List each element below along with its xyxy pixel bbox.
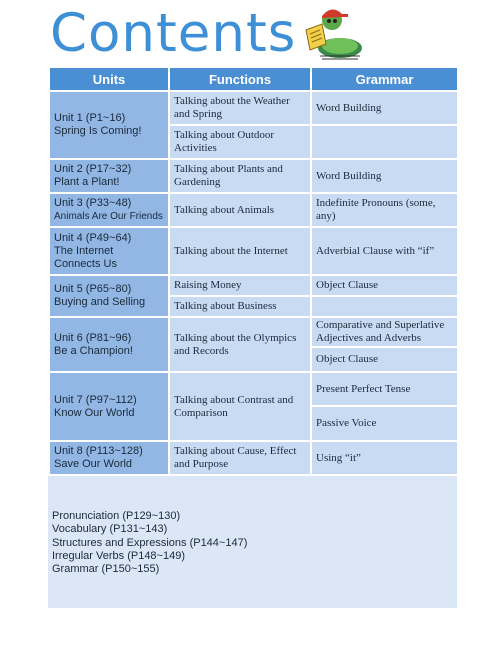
grammar-cell: Adverbial Clause with “if”: [311, 227, 458, 275]
function-cell: Talking about Cause, Effect and Purpose: [169, 441, 311, 475]
grammar-cell: Object Clause: [311, 275, 458, 296]
function-cell: Talking about Plants and Gardening: [169, 159, 311, 193]
unit-code: Unit 2 (P17~32): [54, 163, 132, 175]
unit-cell: [49, 193, 169, 227]
unit-name: Be a Champion!: [54, 344, 133, 357]
function-cell: Raising Money: [169, 275, 311, 296]
appendix-item-grammar: Grammar (P150~155): [52, 563, 160, 576]
unit-name: Plant a Plant!: [54, 176, 120, 188]
function-cell: Talking about the Olympics and Records: [169, 317, 311, 372]
grammar-cell: Word Building: [311, 91, 458, 125]
unit-name: Spring Is Coming!: [54, 125, 142, 137]
page-title: Contents: [50, 3, 297, 64]
grammar-cell: Comparative and Superlative Adjectives and Adverbs: [311, 317, 458, 347]
appendix-list: [52, 510, 247, 576]
grammar-cell: Present Perfect Tense: [311, 372, 458, 406]
unit-name: The Internet Connects Us: [54, 244, 117, 270]
grammar-cell: Object Clause: [311, 347, 458, 372]
grammar-cell: Passive Voice: [311, 406, 458, 441]
unit-name: Know Our World: [54, 406, 135, 419]
header-units: Units: [49, 67, 169, 91]
grammar-cell: Indefinite Pronouns (some, any): [311, 193, 458, 227]
grammar-cell-empty: [311, 125, 458, 159]
function-cell: Talking about the Internet: [169, 227, 311, 275]
appendix-item-pronunciation: Pronunciation (P129~130): [52, 510, 181, 522]
appendix-item-vocabulary: Vocabulary (P131~143): [52, 523, 168, 536]
unit-name: Save Our World: [54, 458, 133, 470]
unit-cell: [49, 372, 169, 441]
unit-code: Unit 8 (P113~128): [54, 445, 143, 457]
unit-cell: [49, 227, 169, 275]
header-grammar: Grammar: [311, 67, 458, 91]
unit-cell: [49, 441, 169, 475]
unit-name: Buying and Selling: [54, 296, 146, 308]
function-cell: Talking about Business: [169, 296, 311, 317]
function-cell: Talking about Outdoor Activities: [169, 125, 311, 159]
appendix-item-structures: Structures and Expressions (P144~147): [52, 536, 248, 549]
unit-cell: [49, 91, 169, 159]
contents-table: [48, 66, 459, 476]
grammar-cell-empty: [311, 296, 458, 317]
function-cell: Talking about Animals: [169, 193, 311, 227]
unit-name: Animals Are Our Friends: [54, 211, 163, 222]
grammar-cell: Word Building: [311, 159, 458, 193]
function-cell: Talking about Contrast and Comparison: [169, 372, 311, 441]
unit-code: Unit 3 (P33~48): [54, 197, 132, 209]
function-cell: Talking about the Weather and Spring: [169, 91, 311, 125]
unit-code: Unit 5 (P65~80): [54, 283, 132, 295]
unit-cell: [49, 159, 169, 193]
unit-code: Unit 1 (P1~16): [54, 112, 126, 124]
unit-code: Unit 6 (P81~96): [54, 331, 132, 344]
unit-code: Unit 7 (P97~112): [54, 393, 137, 406]
reading-turtle-icon: [302, 4, 368, 64]
header-functions: Functions: [169, 67, 311, 91]
appendix-box: [48, 476, 457, 608]
unit-cell: [49, 275, 169, 317]
unit-code: Unit 4 (P49~64): [54, 231, 132, 244]
unit-cell: [49, 317, 169, 372]
appendix-item-irregular-verbs: Irregular Verbs (P148~149): [52, 549, 185, 562]
grammar-cell: Using “it”: [311, 441, 458, 475]
